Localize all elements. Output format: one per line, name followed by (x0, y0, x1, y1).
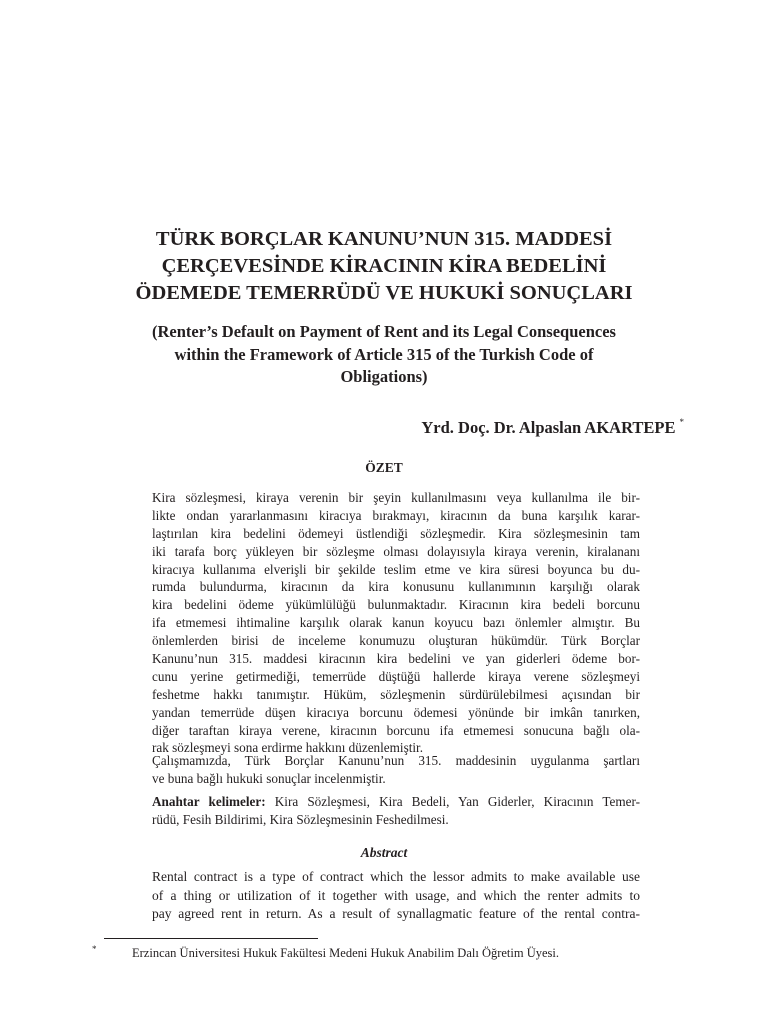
author-name: Yrd. Doç. Dr. Alpaslan AKARTEPE (421, 418, 676, 437)
text-line: feshetme hakkı tanımıştır. Hüküm, sözleşmenin sürdürülebilmesi açısından bir (152, 686, 640, 702)
text-line: yandan temerrüde düşen kiracıya borcunu ödemesi yönünde bir imkân tanırken, (152, 704, 640, 720)
text-line: Çalışmamızda, Türk Borçlar Kanunu’nun 315. maddesinin uygulanma şartları (152, 753, 640, 768)
text-line: rak sözleşmeyi sona erdirme hakkını düzenlemiştir. (152, 740, 423, 756)
text-line: cunu yerine getirmediği, temerrüde düştüğü hallerde kiraya verene sözleşmeyi (152, 668, 640, 684)
keywords (152, 793, 640, 829)
article-subtitle (90, 321, 678, 389)
subtitle-line: within the Framework of Article 315 of the Turkish Code of (174, 344, 594, 364)
text-line: Kanunu’nun 315. maddesi kiracının kira bedelini ve yan giderleri ödeme bor- (152, 651, 640, 667)
text-line: kira bedelini ödeme yükümlülüğü bulunmaktadır. Kiracının kira bedeli borcunu (152, 597, 640, 613)
subtitle-line: (Renter’s Default on Payment of Rent and its Legal Consequences (152, 322, 616, 341)
text-line: diğer taraftan kiraya verene, kiracının borcunu ifa etmemesi sonucuna bağlı ola- (152, 722, 640, 738)
footnote-mark: * (92, 944, 97, 954)
text-line: laştırılan kira bedelini ödemeyi üstlendiği sözleşmedir. Kira sözleşmesinin tam (152, 525, 640, 541)
text-line: likte ondan yararlanmasını kiracıya bırakmayı, kiracının da buna karşılık karar- (152, 507, 640, 523)
footnote-divider (104, 938, 318, 939)
text-line: rumda bulundurma, kiracının da kira konusunu kullanımının karşılığı olarak (152, 579, 640, 595)
ozet-paragraph-2 (152, 752, 640, 788)
text-line: ifa etmemesi ihtimaline karşılık olarak kanun koyucu bazı önlemler almıştır. Bu (152, 615, 640, 631)
abstract-heading: Abstract (360, 845, 408, 860)
title-line: ÖDEMEDE TEMERRÜDÜ VE HUKUKİ SONUÇLARI (135, 282, 633, 304)
subtitle-line: Obligations) (340, 367, 428, 386)
text-line: ve buna bağlı hukuki sonuçlar incelenmiştir. (152, 770, 386, 786)
text-line: Rental contract is a type of contract which the lessor admits to make available use (152, 869, 640, 884)
ozet-paragraph-1 (152, 489, 640, 757)
text-line: of a thing or utilization of it together with usage, and which the renter admits to (152, 887, 640, 903)
abstract-paragraph (152, 868, 640, 924)
text-line: kiracıya kullanıma elverişli bir şekilde teslim etme ve kira süresi boyunca bu du- (152, 561, 640, 577)
ozet-heading: ÖZET (365, 460, 403, 475)
keywords-text: Kira Sözleşmesi, Kira Bedeli, Yan Giderler, Kiracının Temer- (265, 794, 640, 809)
title-line: ÇERÇEVESİNDE KİRACININ KİRA BEDELİNİ (161, 255, 607, 277)
text-line: Kira sözleşmesi, kiraya verenin bir şeyin kullanılmasını veya kullanılma ile bir- (152, 490, 640, 505)
keywords-line: rüdü, Fesih Bildirimi, Kira Sözleşmesinin Feshedilmesi. (152, 811, 449, 827)
title-line: TÜRK BORÇLAR KANUNU’NUN 315. MADDESİ (155, 228, 613, 250)
text-line: pay agreed rent in return. As a result of synallagmatic feature of the rental contra- (152, 906, 640, 921)
text-line: iki tarafa borç yükleyen bir sözleşme olması dolayısıyla kiraya verenin, kiralananı (152, 543, 640, 559)
keywords-line (152, 793, 640, 811)
text-line: önlemlerden birisi de inceleme konumuzu oluşturan hükümdür. Türk Borçlar (152, 633, 640, 649)
author-footnote-mark: * (679, 417, 684, 427)
footnote-text: Erzincan Üniversitesi Hukuk Fakültesi Medeni Hukuk Anabilim Dalı Öğretim Üyesi. (132, 946, 560, 960)
author-line (421, 417, 684, 438)
article-title (60, 226, 708, 307)
keywords-label: Anahtar kelimeler: (152, 794, 266, 809)
